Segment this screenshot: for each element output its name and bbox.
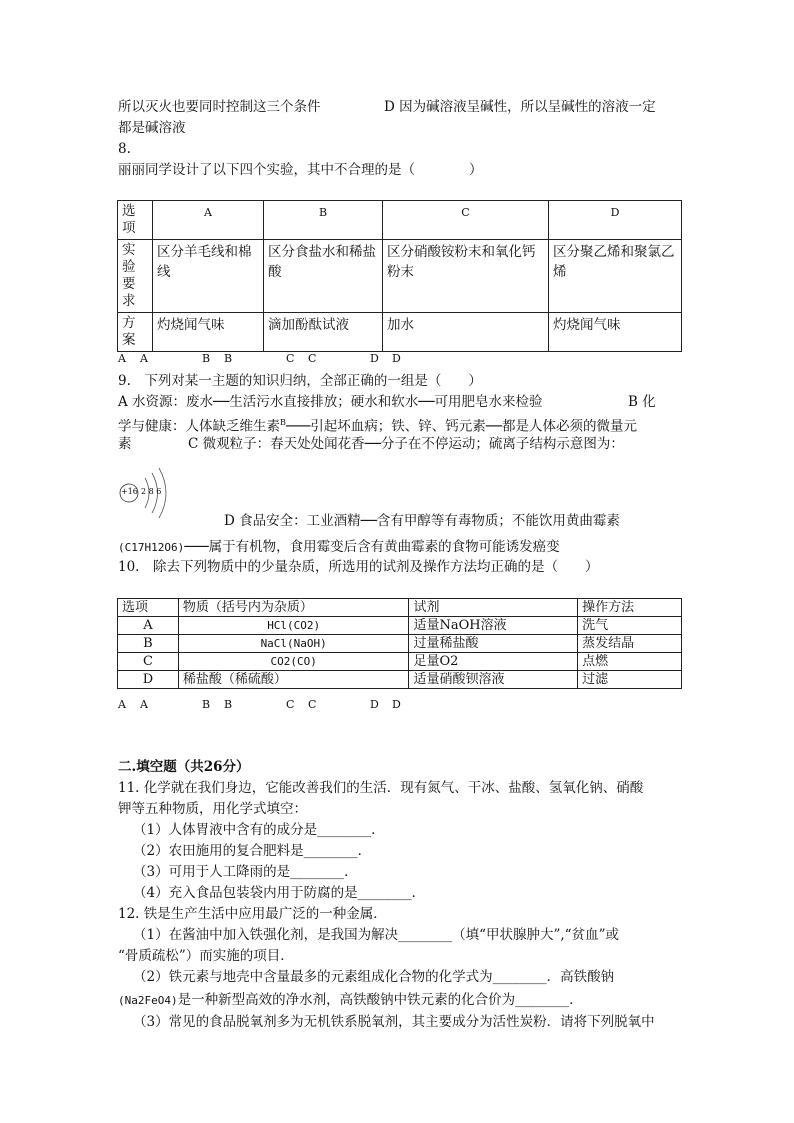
q10-option-a-letter[interactable]: A xyxy=(118,698,126,711)
section-title: 二.填空题（共26分） xyxy=(118,759,250,775)
q10-header-reagent: 试剂 xyxy=(409,599,578,617)
q10-option-b-value: B xyxy=(224,698,233,711)
q8-table xyxy=(117,200,682,352)
sodium-ferrate-formula: (Na2FeO4) xyxy=(118,994,178,1007)
q11-item-3: （3）可用于人工降雨的是________． xyxy=(133,864,358,880)
q8-header-a: A xyxy=(153,201,264,240)
q10-option-b-letter[interactable]: B xyxy=(202,698,211,711)
q8-row-header-method: 方 案 xyxy=(118,313,153,352)
q11-item-4: （4）充入食品包装袋内用于防腐的是________． xyxy=(133,885,426,901)
q8-req-a: 区分羊毛线和棉线 xyxy=(153,240,264,313)
q11-item-2: （2）农田施用的复合肥料是________． xyxy=(133,843,372,859)
q12-line-2: “骨质疏松”）而实施的项目． xyxy=(118,948,294,964)
q8-option-c-value: C xyxy=(308,352,317,365)
q9-option-b-start: B 化 xyxy=(628,394,656,410)
sulfur-ion-diagram xyxy=(117,460,177,520)
q8-option-c-letter[interactable]: C xyxy=(286,352,295,365)
q10-method-d: 过滤 xyxy=(578,671,682,689)
q10-header-method: 操作方法 xyxy=(578,599,682,617)
q10-header-option: 选项 xyxy=(118,599,179,617)
q10-opt-b: B xyxy=(118,635,179,653)
q8-method-c: 加水 xyxy=(383,313,549,352)
q12-line-3: （2）铁元素与地壳中含量最多的元素组成化合物的化学式为________．高铁酸钠 xyxy=(133,969,615,985)
q8-option-d-letter[interactable]: D xyxy=(370,352,379,365)
q8-req-b: 区分食盐水和稀盐酸 xyxy=(264,240,383,313)
q11-stem-line1: 11. 化学就在我们身边，它能改善我们的生活．现有氮气、干冰、盐酸、氢氧化钠、硝酸 xyxy=(118,780,644,796)
q10-opt-c: C xyxy=(118,653,179,671)
q8-method-row xyxy=(118,313,682,352)
q10-option-d-value: D xyxy=(392,698,401,711)
q9-option-d-cont: (C17H12O6)───属于有机物，食用霉变后含有黄曲霉素的食物可能诱发癌变 xyxy=(118,539,560,555)
q9-stem: 9. 下列对某一主题的知识归纳，全部正确的一组是（ ） xyxy=(118,373,482,389)
q10-opt-a: A xyxy=(118,617,179,635)
q8-header-d: D xyxy=(549,201,682,240)
prev-question-line2: 都是碱溶液 xyxy=(118,120,186,136)
q10-row-a xyxy=(118,617,682,635)
q8-stem: 丽丽同学设计了以下四个实验，其中不合理的是（ ） xyxy=(118,162,483,178)
q8-method-b: 滴加酚酞试液 xyxy=(264,313,383,352)
q8-option-d-value: D xyxy=(392,352,401,365)
q10-option-d-letter[interactable]: D xyxy=(370,698,379,711)
q10-row-c xyxy=(118,653,682,671)
q10-row-d xyxy=(118,671,682,689)
q10-opt-d: D xyxy=(118,671,179,689)
q9-option-b-line: 学与健康：人体缺乏维生素$^B$───引起坏血病；铁、锌、钙元素──都是人体必须的微量元 xyxy=(118,418,638,435)
q10-reagent-b: 过量稀盐酸 xyxy=(409,635,578,653)
q8-row-header-requirement: 实 验 要 求 xyxy=(118,240,153,313)
q10-substance-b: NaCl(NaOH) xyxy=(178,635,409,653)
q10-header-substance: 物质（括号内为杂质） xyxy=(178,599,409,617)
q9-option-c: C 微观粒子：春天处处闻花香──分子在不停运动；硫离子结构示意图为： xyxy=(188,436,624,452)
q8-header-b: B xyxy=(264,201,383,240)
q9-option-a: A 水资源：废水──生活污水直接排放；硬水和软水──可用肥皂水来检验 xyxy=(118,394,543,410)
q12-line-5: （3）常见的食品脱氧剂多为无机铁系脱氧剂，其主要成分为活性炭粉．请将下列脱氧中 xyxy=(133,1014,655,1030)
q10-table xyxy=(117,598,682,689)
q12-line-4: (Na2FeO4)是一种新型高效的净水剂，高铁酸钠中铁元素的化合价为________． xyxy=(118,992,583,1008)
q10-substance-c: CO2(CO) xyxy=(178,653,409,671)
atom-nucleus-label: +16 xyxy=(121,487,138,496)
atom-shell-electrons: 2 8 6 xyxy=(141,487,162,496)
q10-method-c: 点燃 xyxy=(578,653,682,671)
q8-option-a-value: A xyxy=(140,352,148,365)
q9-option-b-end: 素 xyxy=(118,436,132,452)
q10-table-header xyxy=(118,599,682,617)
q9-option-d: D 食品安全：工业酒精──含有甲醇等有毒物质；不能饮用黄曲霉素 xyxy=(224,513,620,529)
q8-method-a: 灼烧闻气味 xyxy=(153,313,264,352)
prev-question-line1-right: D 因为碱溶液呈碱性，所以呈碱性的溶液一定 xyxy=(384,99,656,115)
q8-option-b-value: B xyxy=(224,352,233,365)
q8-option-a-letter[interactable]: A xyxy=(118,352,126,365)
q11-stem-line2: 钾等五种物质，用化学式填空： xyxy=(118,801,307,817)
q8-method-d: 灼烧闻气味 xyxy=(549,313,682,352)
q10-option-c-value: C xyxy=(308,698,317,711)
q12-stem: 12. 铁是生产生活中应用最广泛的一种金属． xyxy=(118,906,387,922)
q8-option-b-letter[interactable]: B xyxy=(202,352,211,365)
q10-reagent-c: 足量O2 xyxy=(409,653,578,671)
q8-row-header-option: 选 项 xyxy=(118,201,153,240)
q8-header-c: C xyxy=(383,201,549,240)
prev-question-line1-left: 所以灭火也要同时控制这三个条件 xyxy=(118,99,321,115)
q10-substance-a: HCl(CO2) xyxy=(178,617,409,635)
q10-option-a-value: A xyxy=(140,698,148,711)
q8-table-header-row xyxy=(118,201,682,240)
q8-req-d: 区分聚乙烯和聚氯乙烯 xyxy=(549,240,682,313)
q8-number: 8. xyxy=(118,141,131,157)
q12-line-1: （1）在酱油中加入铁强化剂，是我国为解决________（填“甲状腺肿大”,“贫血”或 xyxy=(133,927,619,943)
q10-reagent-d: 适量硝酸钡溶液 xyxy=(409,671,578,689)
q10-reagent-a: 适量NaOH溶液 xyxy=(409,617,578,635)
q8-req-c: 区分硝酸铵粉末和氧化钙粉末 xyxy=(383,240,549,313)
q10-method-a: 洗气 xyxy=(578,617,682,635)
q10-substance-d: 稀盐酸（稀硫酸） xyxy=(178,671,409,689)
q8-requirement-row xyxy=(118,240,682,313)
q10-method-b: 蒸发结晶 xyxy=(578,635,682,653)
q10-option-c-letter[interactable]: C xyxy=(286,698,295,711)
aflatoxin-formula: (C17H12O6) xyxy=(118,541,185,554)
q11-item-1: （1）人体胃液中含有的成分是________． xyxy=(133,822,385,838)
q10-row-b xyxy=(118,635,682,653)
q10-stem: 10. 除去下列物质中的少量杂质，所选用的试剂及操作方法均正确的是（ ） xyxy=(118,559,599,575)
